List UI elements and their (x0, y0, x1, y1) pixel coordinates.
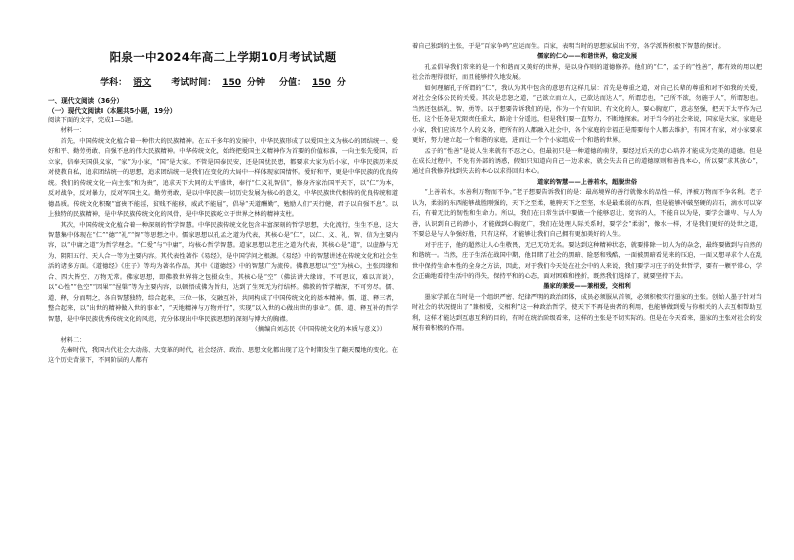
paragraph: 对于庄子，他的超然让人心生敬畏，无已无功无名。要达到这种精神状态，就要排除一切人为的杂念，最终要做到与自然的和谐统一。当然，庄子生活在战国中期，他目睹了社会的黑暗、险恶和残酷，一面被黑暗看见来的压迫，一面又想寻求个人在乱世中保持生命本性的全身之方法，因此，对于我们今天处在社会中的人来说，我们要学习庄子的处世哲学，要有一颗平常心，学会正确地看待生活中的得失，保持平和的心态，面对困难和挫折，既然我们选择了，就要坚持下去。 (412, 241, 762, 280)
right-column (412, 0, 762, 560)
time-unit: 分钟 (247, 78, 266, 88)
material-label: 材料一： (60, 127, 86, 135)
subheading: 道家的智慧——上善若水，超脱世俗 (537, 178, 637, 186)
paragraph: 其次，中国传统文化植合着一种深刻的哲学智慧。中华民族传统文化包含丰富深刻的哲学思想，大化流行，生生不息，这大智慧集中体现在“仁”“德”“礼”“智”等思想之中。儒家思想以孔孟之道为代表，其核心是“仁”，以仁、义、礼、智、信为主要内容，以“中庸之道”为哲学理念。“仁爱”与“中庸”，均核心哲学智慧。道家思想以老庄之道为代表，其核心是“道”，以虚静与无为、阴阳五行、天人合一等为主要内容。其代表性著作《易经》，是中国学问之根源。《易经》中的智慧讲述在传统文化和社会生活的诸多方面。《道德经》《庄子》等均为著名作品，其中《道德经》中的智慧广为流传。佛教思想以“空”为核心，主张因缘和合、四大皆空、万物无常。佛家思想，即佛教世界将之包摄众生，其核心是“空”（佛法讲大缘谛，不可思议，难以言说），以“心性”“色空”“因果”“涅槃”等为主要内容，以顿悟成佛为旨归，达到了生死无为行结杯。佛教的哲学精深，不可穷尽。儒、道、释，分而明之，各自智慧独特，综合起来，三位一体，交融互补，共同构成了中国传统文化的基本精神。儒、道、释三者，整合起来，以“出世的精神做入世的事业”，“天地精神与万物并行”，实现“以入世的心做出世的事业”。儒、道、释互补的哲学智慧，是中华民族优秀传统文化的风范，充分体现出中华民族思想的深刻与博大的胸襟。 (48, 221, 398, 323)
instructions: 阅读下面的文字，完成1—5题。 (48, 117, 138, 124)
time-info (171, 75, 265, 88)
paragraph: 如何理解孔子所谓的“仁”，我认为其中包含的意思有这样几层：首先是尊重之道，对自己长辈的尊重和对不如我的关爱，对社会全体公民的关爱。其次是忠恕之道，“己欲立而立人，己欲达而达人”，所谓忠也，“己所不欲，勿施于人”，所谓恕也。当然还包括礼、智、勇等。以于想要告诉我们的是，作为一个有知识、有文化的人，要心胸宽广，意志坚强，把天下太平作为己任，这个任务是无限责任重大，路途十分遥远，但是我们要一直努力，不断地探索。对于当今的社会来说，国家是大家，家庭是小家，我们应该尽个人的义务，把所有的人都融入社会中，各个家庭的幸福正是需要每个人都去维护，有国才有家，对小家要求更好，努力建立起一个和谐的家庭，进而让一个个小家组成一个和谐的世界。 (412, 84, 762, 145)
score-value: 150 (312, 78, 331, 88)
section-heading: 一、现代文阅读（36分） (48, 97, 124, 105)
paragraph: 先秦时代，我国古代社会大动荡、大变革的时代，社会经济、政治、思想文化都出现了这个时期发生了翻天覆地的变化。在这个历史背景下，不同阶层的人都有 (48, 346, 398, 365)
subject-value: 语文 (133, 78, 152, 88)
subject-label: 学科： (100, 78, 128, 88)
paragraph: “上善若水，水善利万物而不争。”老子想要告诉我们的是：最高境界的善行就像水的品性一样，泽被万物而不争名利。老子认为，柔弱的东西能够战胜刚强的，天下之至柔，驰骋天下之至坚，水是最柔弱的东西，但是能够冲破坚硬的岩石，滴水可以穿石，有着无比的韧性和生命力。所以，我们在日常生活中要做一个能够忍让、宽容的人，不能自以为是，要学会谦卑、与人为善，认识到自己的渺小，才能做到心胸宽广，我们在处理人际关系时，要学会“柔弱”，像水一样，才是我们更好的处世之道，不要总是与人争强好胜，只有这样，才能够让我们自己拥有更加美好的人生。 (412, 189, 762, 239)
time-label: 考试时间： (171, 78, 217, 88)
paragraph: 孟子的“性善”是说人生来就有不忍之心，但最初只是一种道德的萌芽，要经过后天的忠心培养才能成为完美的道德。但是在成长过程中，不免有外部的诱惑，假如只知道向自己一边求索，就会失去自己的道德原则和善良本心，所以要“求其放心”，通过自我修养找到失去的本心以求得回归本心。 (412, 147, 762, 176)
material-label: 材料二： (60, 336, 86, 344)
paragraph: 孔孟倡导我们常来的是一个和谐而又美好的世界，是以身作则的道德修养。他们的“仁”，孟子的“性善”，都有效的用以把社会治理得很好，而且能够持久地发展。 (412, 63, 762, 82)
paragraph: 着自己独到的主张，于是“百家争鸣”应运而生。百家，表明当时的思想家层出不穷，各学派皆积极下智慧的探讨。 (412, 43, 725, 50)
exam-meta (48, 75, 398, 88)
subheading: 儒家的仁心——和谐世界，稳定发展 (537, 53, 637, 61)
subheading: 墨家的兼爱——兼相爱，交相利 (543, 283, 631, 291)
time-value: 150 (222, 78, 241, 88)
paragraph: 首先，中国传统文化植合着一种伟大的民族精神。在五千多年的发展中，中华民族形成了以爱国主义为核心的团结统一、爱好和平、勤劳勇敢、自强不息的伟大民族精神。中华传统文化，始终把爱国主义精神作为首要的价值标准，一向主张先爱国，后立家，信奉天国俱义家，“家”为小家，“国”是大家。不管是国泰民安，还是国忧民患，都要求大家为后小家，中华民族历来反对使教自私，追求团结统一的思想，追求团结统一是我们在变化的大局中一样体现家国情怀。爱好和平，更是中华民族的优良传统。我们的传统文化一向主张“和为贵”，追求天下大同的太平盛世，奉行“仁义礼智信”，修身齐家治国平天下，以“仁”为本，反对战争，反对暴力，反对军国主义。勤劳勇敢，是以中华民族一切历史发展为核心的意义，中华民族世代相传的优良传统和道德品质。传统文化积聚“富贵不能淫，贫贱不能移，威武不能屈”，倡导“天道酬勤”，勉励人们“天行健，君子以自强不息”。以上独特的民族精神，是中华民族传统文化的风骨，是中华民族屹立于世界之林的精神支柱。 (48, 137, 398, 219)
score-unit: 分 (336, 78, 346, 88)
paragraph: 墨家学派在当时是一个组织严密、纪律严明的政治团体，成员必须服从首领，必须积极实行墨家的主张。创始人墨子针对当时社会的状况提出了“兼相爱，交相利”这一种政治哲学，使天下不再是贵者的利用，也能够做到爱与你相关的人去互相帮助互利，这样才能达到互惠互利的目的，有时在统治阶级看来，这样的主张是不切实际的。但是在今天看来，墨家的主张对社会的发展有着积极的作用。 (412, 293, 762, 333)
left-column (48, 0, 398, 560)
subsection-heading: （一）现代文阅读Ⅰ（本题共5小题，19分） (48, 107, 177, 115)
score-info (279, 75, 346, 88)
score-label: 分值： (279, 78, 307, 88)
subject-info (100, 75, 157, 88)
exam-title: 阳泉一中2024年高二上学期10月考试试题 (109, 50, 337, 64)
citation: （摘编自刘志民《中国传统文化的本质与意义》） (251, 326, 386, 334)
